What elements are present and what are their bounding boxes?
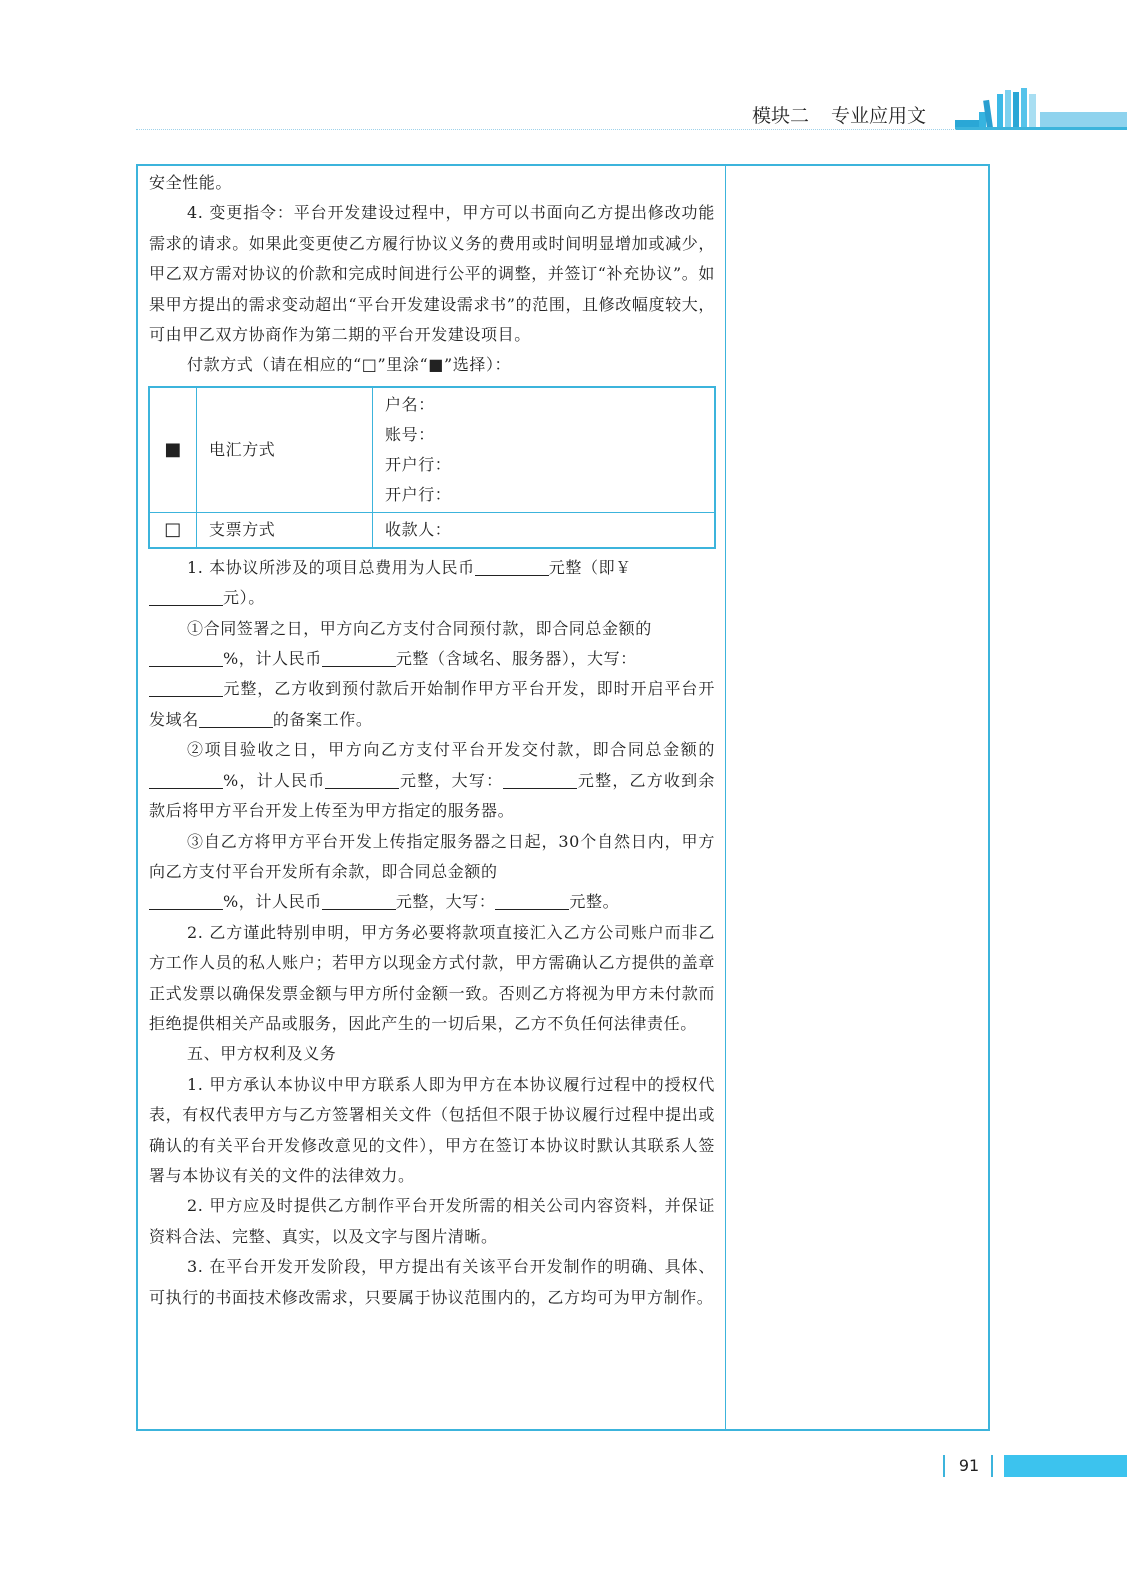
blank-field (199, 709, 273, 728)
paragraph-total-fee: 1. 本协议所涉及的项目总费用为人民币 元整（即￥ 元）。 (149, 553, 715, 614)
paragraph-prepayment: ①合同签署之日，甲方向乙方支付合同预付款，即合同总金额的 %，计人民币 元整（含域名、服务器），大写： 元整，乙方收到预付款后开始制作甲方平台开发，即时开启平台开发域名 的备案工作。 (149, 618, 715, 729)
checkbox-selected[interactable]: ■ (149, 387, 197, 513)
paragraph-modification: 3. 在平台开发开发阶段，甲方提出有关该平台开发制作的明确、具体、可执行的书面技术修改需求，只要属于协议范围内的，乙方均可为甲方制作。 (149, 1257, 715, 1307)
checkbox-empty[interactable]: □ (149, 512, 197, 548)
margin-column-divider (725, 164, 726, 1431)
page-accent-bar (1004, 1455, 1127, 1477)
table-row (149, 387, 715, 513)
paragraph-representative: 1. 甲方承认本协议中甲方联系人即为甲方在本协议履行过程中的授权代表，有权代表甲方与乙方签署相关文件（包括但不限于协议履行过程中提出或确认的有关平台开发修改意见的文件），甲方在签订本协议时默认其联系人签署与本协议有关的文件的法律效力。 (149, 1074, 715, 1185)
body-text (149, 168, 715, 1313)
paragraph-final-payment: ③自乙方将甲方平台开发上传指定服务器之日起，30个自然日内，甲方向乙方支付平台开发所有余款，即合同总金额的 %，计人民币 元整，大写： 元整。 (149, 831, 715, 912)
books-decoration-icon (955, 86, 1127, 130)
account-number-label: 账号： (385, 424, 435, 444)
blank-field (149, 891, 223, 910)
section-heading: 五、甲方权利及义务 (187, 1044, 337, 1064)
wire-transfer-details (373, 387, 716, 513)
page-number-tick-left (943, 1455, 945, 1477)
blank-field (325, 770, 399, 789)
blank-field (322, 648, 396, 667)
table-row (149, 512, 715, 548)
payment-method-heading: 付款方式（请在相应的“□”里涂“■”选择）： (187, 355, 512, 375)
blank-field (322, 891, 396, 910)
blank-field (495, 891, 569, 910)
payee-label: 收款人： (373, 512, 716, 548)
paragraph-change-order: 4. 变更指令：平台开发建设过程中，甲方可以书面向乙方提出修改功能需求的请求。如果此变更使乙方履行协议义务的费用或时间明显增加或减少，甲乙双方需对协议的价款和完成时间进行公平的调整，并签订“补充协议”。如果甲方提出的需求变动超出“平台开发建设需求书”的范围，且修改幅度较大，可由甲乙双方协商作为第二期的平台开发建设项目。 (149, 203, 715, 345)
method-cheque: 支票方式 (197, 512, 373, 548)
chapter-title: 专业应用文 (831, 105, 927, 127)
paragraph: 安全性能。 (149, 173, 233, 192)
bank-label: 开户行： (385, 484, 452, 504)
blank-field (149, 648, 223, 667)
page-number-tick-right (991, 1455, 993, 1477)
module-label: 模块二 (752, 105, 810, 127)
bank-label: 开户行： (385, 454, 452, 474)
paragraph-account-notice: 2. 乙方谨此特别申明，甲方务必要将款项直接汇入乙方公司账户而非乙方工作人员的私人账户；若甲方以现金方式付款，甲方需确认乙方提供的盖章正式发票以确保发票金额与甲方所付金额一致。否则乙方将视为甲方未付款而拒绝提供相关产品或服务，因此产生的一切后果，乙方不负任何法律责任。 (149, 922, 715, 1033)
paragraph-acceptance-payment: ②项目验收之日，甲方向乙方支付平台开发交付款，即合同总金额的%，计人民币 元整，大写： 元整，乙方收到余款后将甲方平台开发上传至为甲方指定的服务器。 (149, 740, 715, 821)
paragraph-materials: 2. 甲方应及时提供乙方制作平台开发所需的相关公司内容资料，并保证资料合法、完整、真实，以及文字与图片清晰。 (149, 1196, 715, 1246)
running-header (752, 102, 926, 130)
blank-field (503, 770, 577, 789)
blank-field (149, 678, 223, 697)
method-wire-transfer: 电汇方式 (197, 387, 373, 513)
blank-field (475, 557, 549, 576)
blank-field (149, 587, 223, 606)
header-rule (136, 129, 956, 130)
blank-field (149, 770, 223, 789)
payment-method-table (148, 386, 716, 549)
page-number: 91 (958, 1456, 980, 1475)
account-name-label: 户名： (385, 394, 435, 414)
